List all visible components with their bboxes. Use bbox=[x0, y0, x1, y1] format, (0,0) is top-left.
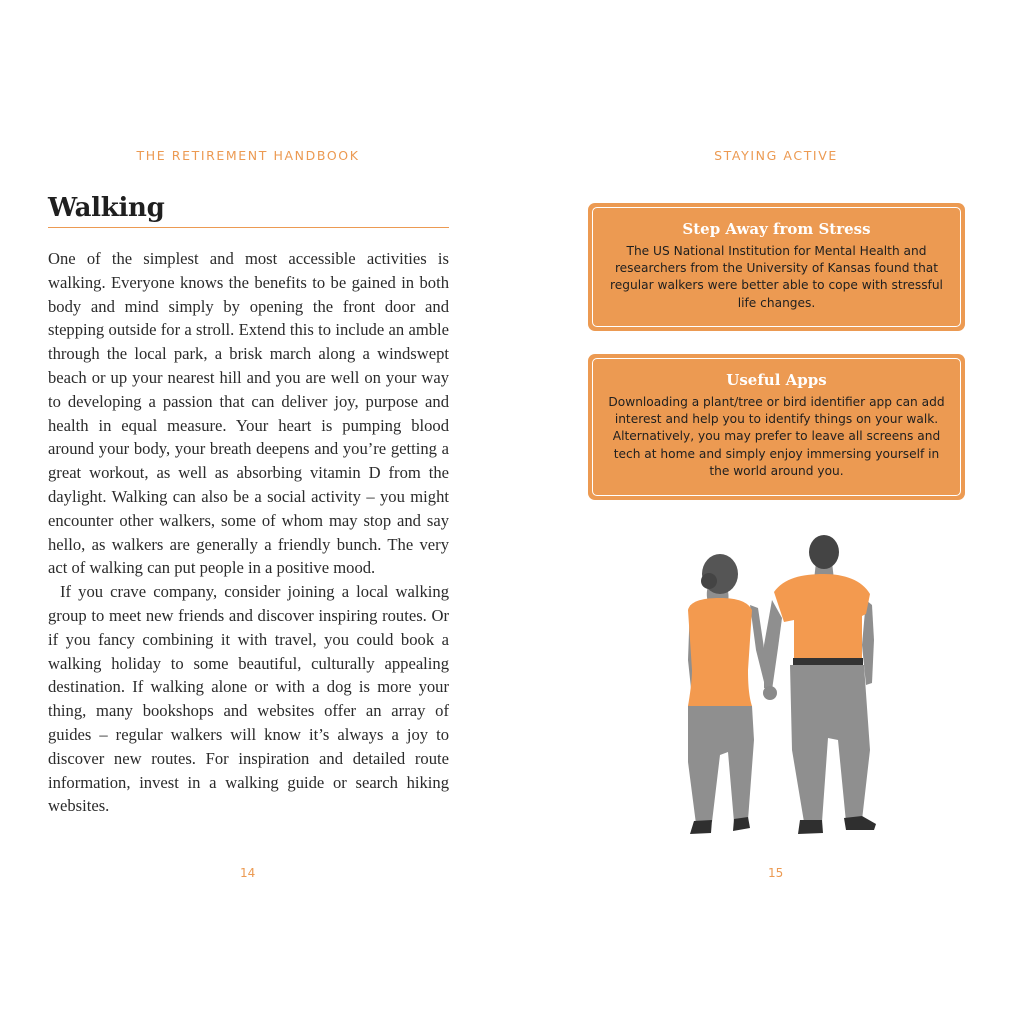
tip-box-border bbox=[592, 207, 961, 327]
man-figure bbox=[764, 535, 876, 834]
tip-box-border bbox=[592, 358, 961, 496]
body-text bbox=[48, 247, 449, 818]
page-number-right: 15 bbox=[768, 866, 784, 880]
left-page bbox=[48, 190, 449, 818]
tip-box-title: Useful Apps bbox=[726, 371, 827, 389]
page-title: Walking bbox=[48, 193, 165, 223]
page-number-left: 14 bbox=[240, 866, 256, 880]
running-head-left: THE RETIREMENT HANDBOOK bbox=[136, 148, 360, 163]
couple-walking-holding-hands-icon bbox=[676, 530, 876, 845]
tip-box-text: The US National Institution for Mental Health and researchers from the University of Kansas found that regular walkers were better able to cope with stressful life changes. bbox=[610, 244, 943, 310]
paragraph-2: If you crave company, consider joining a local walking group to meet new friends and discover inspiring routes. Or if you fancy combining it with travel, you could book a walking holiday to some beautiful, culturally appealing destination. If walking alone or with a dog is more your thing, many bookshops and websites offer an array of guides – regular walkers will know it’s always a joy to discover new routes. For inspiration and detailed route information, invest in a walking guide or search hiking websites. bbox=[48, 582, 449, 816]
tip-box-text: Downloading a plant/tree or bird identifier app can add interest and help you to identify things on your walk. Alternatively, you may prefer to leave all screens and tech at home and simply enjoy immersing yourself in the world around you. bbox=[608, 395, 945, 478]
tip-box-title: Step Away from Stress bbox=[682, 220, 871, 238]
running-head-right: STAYING ACTIVE bbox=[714, 148, 838, 163]
tip-box-stress bbox=[588, 203, 965, 331]
paragraph-1: One of the simplest and most accessible activities is walking. Everyone knows the benefits to be gained in both body and mind simply by opening the front door and stepping outside for a stroll. Extend this to include an amble through the local park, a brisk march along a windswept beach or up your nearest hill and you are well on your way to developing a passion that can deliver joy, purpose and health in equal measure. Your heart is pumping blood around your body, your breath deepens and you’re getting a great workout, as well as absorbing vitamin D from the daylight. Walking can also be a social activity – you might encounter other walkers, some of whom may stop and say hello, as walkers are generally a friendly bunch. The very act of walking can put people in a positive mood. bbox=[48, 249, 449, 578]
woman-figure bbox=[688, 554, 773, 834]
tip-box-apps bbox=[588, 354, 965, 500]
title-rule bbox=[48, 227, 449, 228]
joined-hands bbox=[763, 686, 777, 700]
